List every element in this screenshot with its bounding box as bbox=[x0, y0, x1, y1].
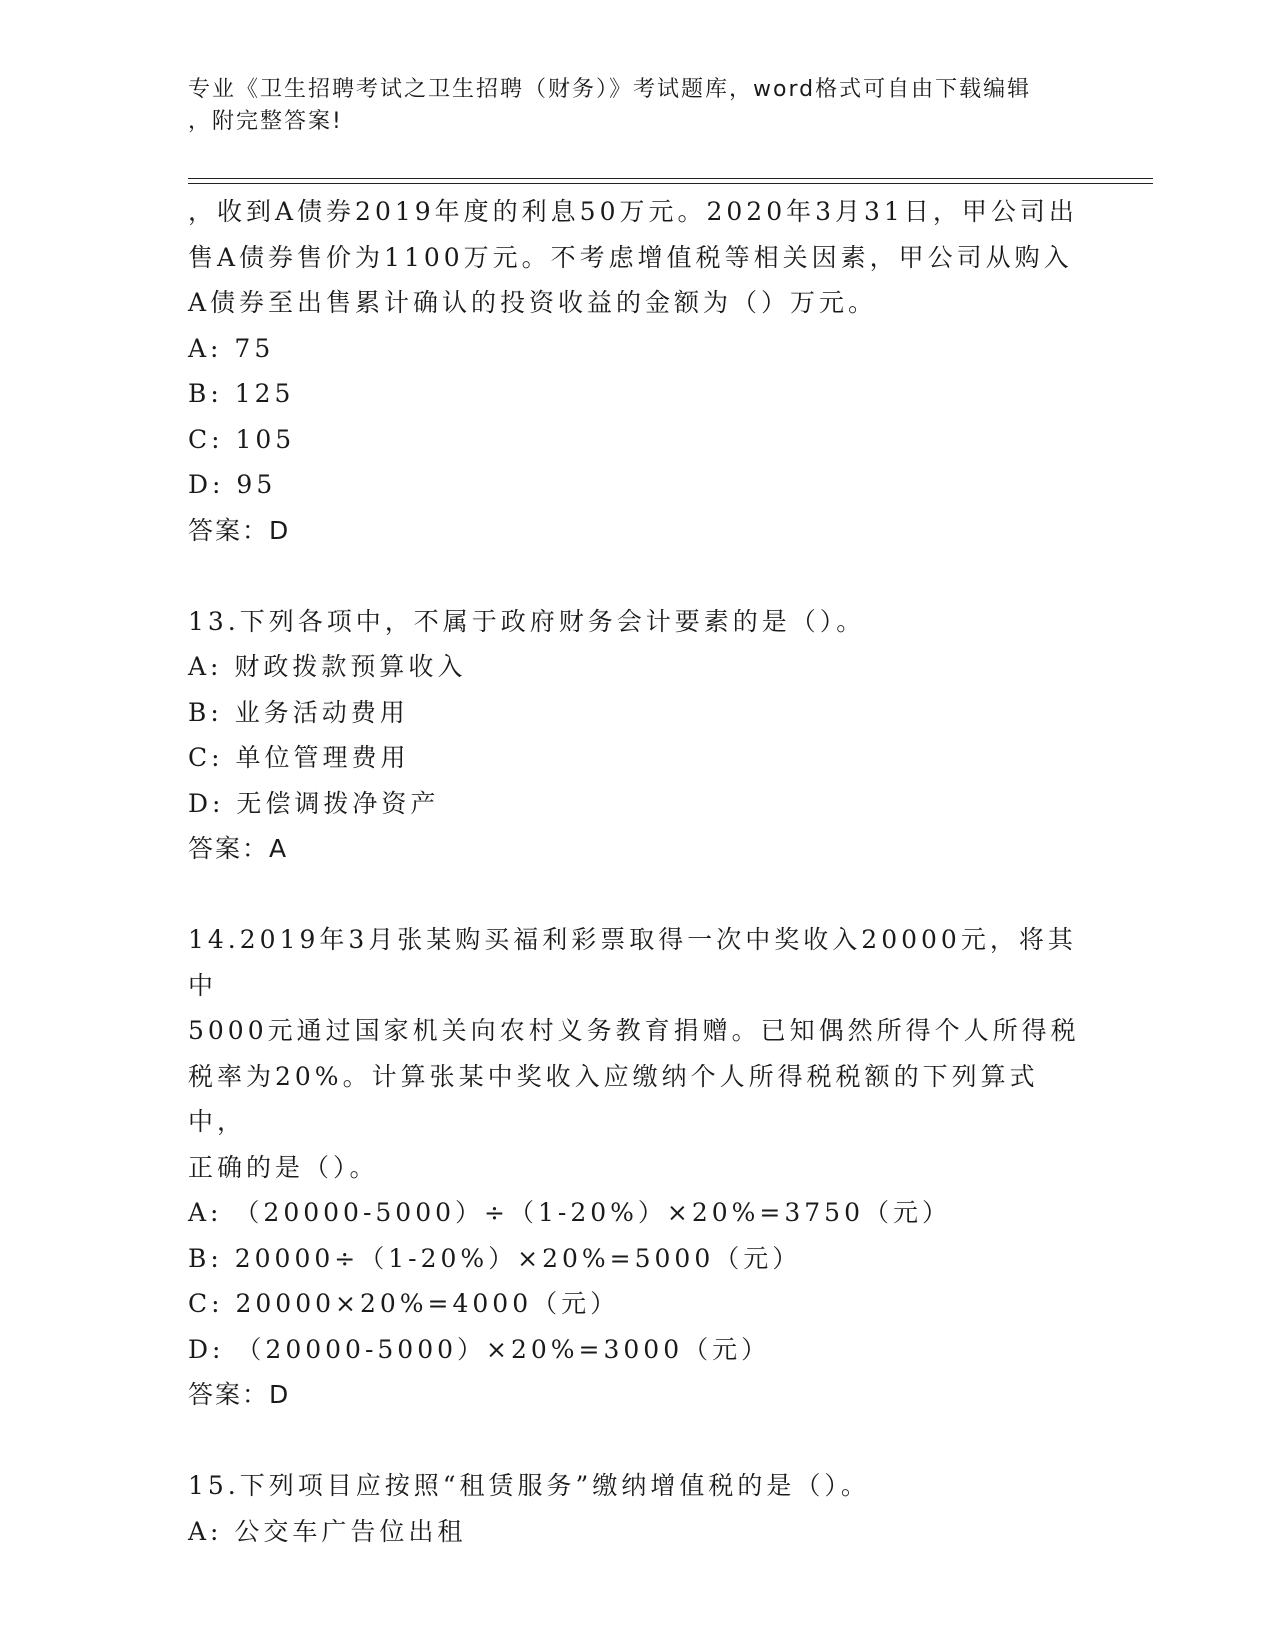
option-c: C: 105 bbox=[188, 424, 296, 454]
option-b: B: 业务活动费用 bbox=[188, 697, 409, 727]
option-d: D: 无偿调拨净资产 bbox=[188, 788, 440, 818]
header-divider-top bbox=[188, 178, 1153, 179]
spacer bbox=[188, 1418, 1088, 1464]
question-15 bbox=[188, 1463, 1088, 1554]
header-title-line-1: 专业《卫生招聘考试之卫生招聘（财务）》考试题库，word格式可自由下载编辑 bbox=[188, 77, 1032, 102]
option-a: A: 公交车广告位出租 bbox=[188, 1516, 467, 1546]
option-a: A: 财政拨款预算收入 bbox=[188, 652, 467, 681]
question-text-line: 14.2019年3月张某购买福利彩票取得一次中奖收入20000元，将其中 bbox=[188, 925, 1077, 1000]
option-b: B: 20000÷（1-20%）×20%=5000（元） bbox=[188, 1243, 802, 1273]
document-header bbox=[188, 74, 1068, 138]
question-text-line: ，收到A债券2019年度的利息50万元。2020年3月31日，甲公司出 bbox=[188, 197, 1078, 226]
option-a: A: （20000-5000）÷（1-20%）×20%=3750（元） bbox=[188, 1198, 951, 1227]
question-text-line: 售A债券售价为1100万元。不考虑增值税等相关因素，甲公司从购入 bbox=[188, 242, 1073, 272]
question-14 bbox=[188, 917, 1088, 1418]
option-d: D: 95 bbox=[188, 470, 277, 499]
question-text-line: 15.下列项目应按照“租赁服务”缴纳增值税的是（）。 bbox=[188, 1471, 870, 1500]
option-d: D: （20000-5000）×20%=3000（元） bbox=[188, 1334, 771, 1364]
header-title-line-2: ，附完整答案! bbox=[188, 109, 343, 134]
answer-line: 答案：D bbox=[188, 1380, 291, 1409]
question-13 bbox=[188, 599, 1088, 872]
option-b: B: 125 bbox=[188, 379, 295, 408]
option-c: C: 单位管理费用 bbox=[188, 743, 410, 772]
answer-line: 答案：A bbox=[188, 834, 289, 863]
spacer bbox=[188, 872, 1088, 918]
answer-line: 答案：D bbox=[188, 515, 291, 545]
question-text-line: A债券至出售累计确认的投资收益的金额为（）万元。 bbox=[188, 288, 878, 317]
header-divider-bottom bbox=[188, 183, 1153, 184]
question-text-line: 13.下列各项中，不属于政府财务会计要素的是（）。 bbox=[188, 606, 866, 636]
spacer bbox=[188, 553, 1088, 599]
option-c: C: 20000×20%=4000（元） bbox=[188, 1289, 620, 1318]
question-12 bbox=[188, 189, 1088, 553]
question-text-line: 税率为20%。计算张某中奖收入应缴纳个人所得税税额的下列算式中， bbox=[188, 1061, 1039, 1136]
option-a: A: 75 bbox=[188, 333, 275, 363]
question-text-line: 5000元通过国家机关向农村义务教育捐赠。已知偶然所得个人所得税 bbox=[188, 1016, 1080, 1045]
question-text-line: 正确的是（）。 bbox=[188, 1152, 379, 1182]
question-content bbox=[188, 189, 1088, 1554]
